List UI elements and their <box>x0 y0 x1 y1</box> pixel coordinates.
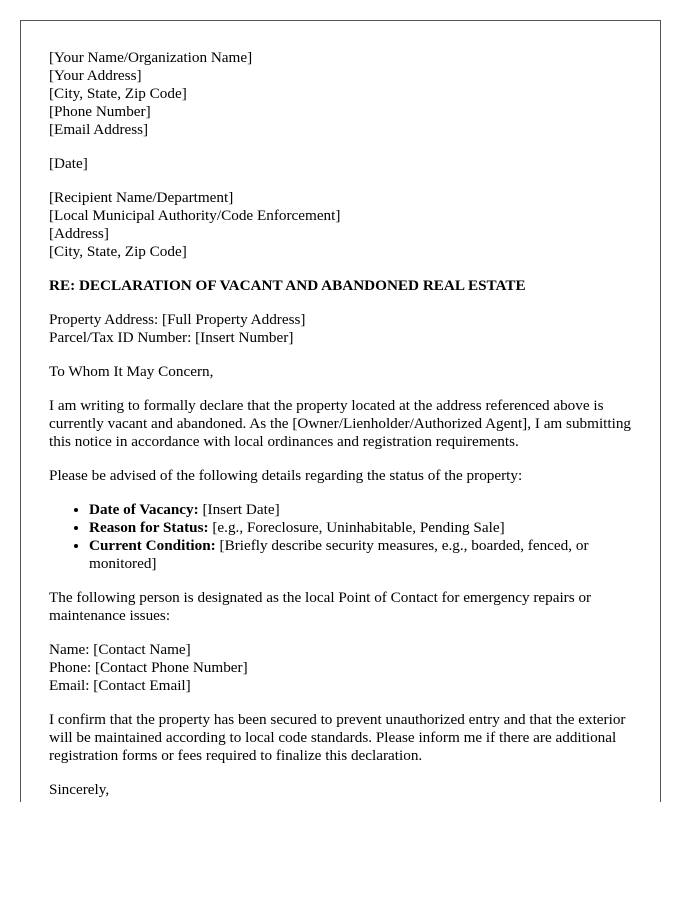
letter-page <box>20 20 661 802</box>
recipient-name: [Recipient Name/Department] <box>49 189 234 206</box>
detail-label: Reason for Status: <box>89 519 209 536</box>
subject-heading: RE: DECLARATION OF VACANT AND ABANDONED REAL ESTATE <box>49 277 526 294</box>
closing: Sincerely, <box>49 781 110 798</box>
detail-value: [Briefly describe security measures, e.g., boarded, fenced, or monitored] <box>89 537 589 572</box>
details-intro: Please be advised of the following details regarding the status of the property: <box>49 467 523 484</box>
letter-date: [Date] <box>49 155 88 172</box>
contact-name: Name: [Contact Name] <box>49 641 191 658</box>
contact-phone: Phone: [Contact Phone Number] <box>49 659 248 676</box>
property-address: Property Address: [Full Property Address] <box>49 311 306 328</box>
recipient-city-state-zip: [City, State, Zip Code] <box>49 243 187 260</box>
contact-block <box>49 641 639 695</box>
letter-body <box>49 49 639 802</box>
property-block <box>49 311 639 347</box>
property-parcel-id: Parcel/Tax ID Number: [Insert Number] <box>49 329 294 346</box>
date-block <box>49 155 639 173</box>
contact-email: Email: [Contact Email] <box>49 677 191 694</box>
sender-address: [Your Address] <box>49 67 142 84</box>
contact-intro: The following person is designated as the local Point of Contact for emergency repairs or maintenance issues: <box>49 589 592 624</box>
details-list <box>49 501 639 573</box>
recipient-address: [Address] <box>49 225 109 242</box>
detail-label: Date of Vacancy: <box>89 501 199 518</box>
detail-value: [e.g., Foreclosure, Uninhabitable, Pending Sale] <box>208 519 505 536</box>
sender-block <box>49 49 639 139</box>
list-item-current-condition <box>89 537 639 573</box>
sender-name: [Your Name/Organization Name] <box>49 49 253 66</box>
list-item-reason-for-status <box>89 519 639 537</box>
sender-phone: [Phone Number] <box>49 103 151 120</box>
intro-paragraph: I am writing to formally declare that the property located at the address referenced above is currently vacant and abandoned. As the [Owner/Lienholder/Authorized Agent], I am submitting this notice in accordance with local ordinances and registration requirements. <box>49 397 632 450</box>
salutation: To Whom It May Concern, <box>49 363 214 380</box>
confirmation-paragraph: I confirm that the property has been secured to prevent unauthorized entry and that the exterior will be maintained according to local code standards. Please inform me if there are additional registration forms or fees required to finalize this declaration. <box>49 711 626 764</box>
sender-city-state-zip: [City, State, Zip Code] <box>49 85 187 102</box>
sender-email: [Email Address] <box>49 121 149 138</box>
detail-value: [Insert Date] <box>198 501 280 518</box>
recipient-block <box>49 189 639 261</box>
recipient-authority: [Local Municipal Authority/Code Enforcement] <box>49 207 341 224</box>
list-item-date-of-vacancy <box>89 501 639 519</box>
detail-label: Current Condition: <box>89 537 216 554</box>
